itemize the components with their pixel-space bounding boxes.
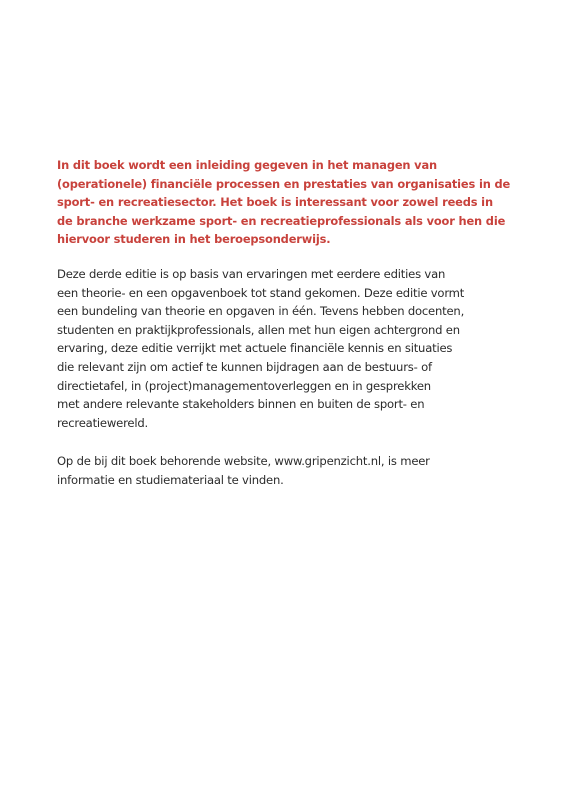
edition-line: met andere relevante stakeholders binnen en buiten de sport- en — [57, 397, 425, 412]
edition-line: een bundeling van theorie en opgaven in één. Tevens hebben docenten, — [57, 304, 465, 319]
edition-paragraph — [57, 265, 465, 432]
edition-line: directietafel, in (project)managementoverleggen en in gesprekken — [57, 378, 431, 393]
website-line: informatie en studiemateriaal te vinden. — [57, 472, 284, 487]
edition-line: Deze derde editie is op basis van ervaringen met eerdere edities van — [57, 267, 446, 281]
intro-line: de branche werkzame sport- en recreatieprofessionals als voor hen die — [57, 213, 506, 228]
website-paragraph — [57, 452, 457, 489]
intro-paragraph — [57, 156, 511, 249]
website-line: Op de bij dit boek behorende website, www.gripenzicht.nl, is meer — [57, 454, 430, 468]
intro-line: (operationele) financiële processen en prestaties van organisaties in de — [57, 176, 511, 191]
intro-line: sport- en recreatiesector. Het boek is interessant voor zowel reeds in — [57, 195, 493, 210]
edition-line: recreatiewereld. — [57, 415, 148, 430]
intro-line: In dit boek wordt een inleiding gegeven in het managen van — [57, 158, 437, 172]
edition-line: die relevant zijn om actief te kunnen bijdragen aan de bestuurs- of — [57, 359, 432, 374]
intro-line: hiervoor studeren in het beroepsonderwijs. — [57, 232, 331, 247]
edition-line: studenten en praktijkprofessionals, allen met hun eigen achtergrond en — [57, 322, 460, 337]
edition-line: ervaring, deze editie verrijkt met actuele financiële kennis en situaties — [57, 341, 453, 356]
edition-line: een theorie- en een opgavenboek tot stand gekomen. Deze editie vormt — [57, 285, 465, 300]
